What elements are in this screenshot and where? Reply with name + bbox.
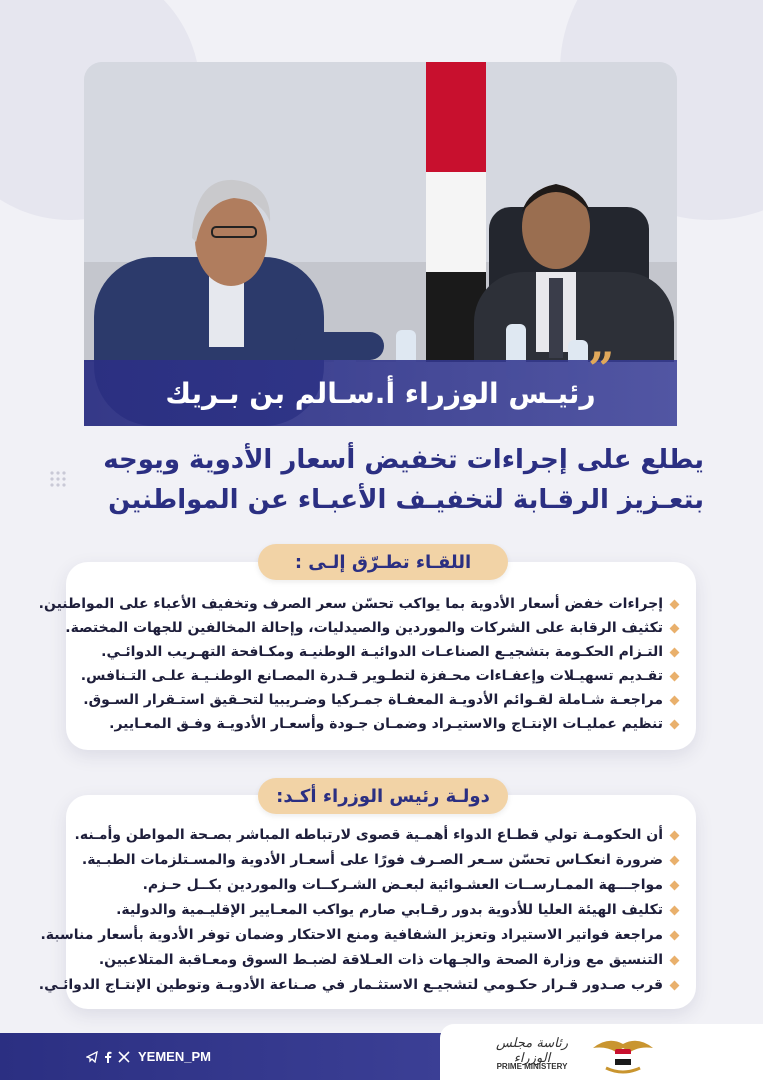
list-item: مواجـــهة الممـارســات العشـوائية لبعـض الشـركــات والموردين بكــل حـزم. [143, 871, 678, 900]
list-item: مراجعـة شـاملة لقـوائم الأدويـة المعفـاة جمـركيا وضـريبيا لتحـقيق استـقرار السـوق. [83, 686, 678, 715]
ministry-arabic-logotype: رئاسة مجلس الوزراء [495, 1036, 569, 1066]
quote-mark-icon: ” [588, 342, 615, 396]
list-item: تكليف الهيئة العليا للأدوية بدور رقـابي صارم يواكب المعـايير الإقليـمية والدولية. [116, 896, 678, 925]
section-title-emphasis: دولـة رئيس الوزراء أكـد: [258, 778, 508, 814]
emphasis-card [38, 795, 696, 1009]
diamond-bullet-icon [670, 695, 680, 705]
diamond-bullet-icon [670, 623, 680, 633]
list-item: تقـديم تسهيـلات وإعفـاءات محـفزة لتطـوير قـدرة المصـانع الوطنـيـة علـى التـنافس. [81, 662, 678, 691]
list-item: ضرورة انعكـاس تحسّن سـعر الصـرف فورًا على أسعـار الأدوية والمسـتلزمات الطبـية. [82, 846, 678, 875]
diamond-bullet-icon [670, 955, 680, 965]
section-title-topics: اللقـاء تطـرّق إلـى : [258, 544, 508, 580]
x-icon[interactable] [118, 1051, 130, 1063]
list-item: تكثيف الرقابة على الشركات والموردين والصيدليات، وإحالة المخالفين للجهات المختصة. [65, 614, 678, 643]
headline-line-1: يطلع على إجراءات تخفيض أسعار الأدوية ويوجه [103, 445, 704, 475]
diamond-bullet-icon [670, 930, 680, 940]
social-handle[interactable]: YEMEN_PM [138, 1049, 211, 1064]
yemen-emblem-icon [588, 1034, 658, 1076]
diamond-bullet-icon [670, 671, 680, 681]
list-item: قرب صـدور قـرار حكـومي لتشجيـع الاستثـمار في صـناعة الأدويـة وتوطين الإنتـاج الدوائـي. [39, 971, 678, 1000]
prime-minister-name: رئيـس الوزراء أ.سـالم بن بـريك [165, 376, 596, 410]
list-item: التنسيق مع وزارة الصحة والجـهات ذات العـلاقة لضبـط السوق ومعـاقبة المتلاعبين. [99, 946, 678, 975]
list-item: إجراءات خفض أسعار الأدوية بما يواكب تحسّن سعر الصرف وتخفيف الأعباء على المواطنين. [39, 590, 678, 619]
diamond-bullet-icon [670, 980, 680, 990]
telegram-icon[interactable] [86, 1051, 98, 1063]
facebook-icon[interactable] [103, 1051, 113, 1063]
list-item: مراجعة فواتير الاستيراد وتعزيز الشفافية ومنع الاحتكار وضمان توفر الأدوية بأسعار مناسبة. [40, 921, 678, 950]
dots-decoration-icon [49, 470, 71, 492]
diamond-bullet-icon [670, 830, 680, 840]
diamond-bullet-icon [670, 855, 680, 865]
diamond-bullet-icon [670, 599, 680, 609]
headline-line-2: بتعـزيز الرقـابة لتخفيـف الأعبـاء عن المواطنين [108, 485, 704, 515]
diamond-bullet-icon [670, 647, 680, 657]
list-item: أن الحكومـة تولي قطـاع الدواء أهمـية قصوى لارتباطه المباشر بصـحة المواطن وأمـنه. [75, 821, 678, 850]
diamond-bullet-icon [670, 880, 680, 890]
headline [60, 440, 704, 520]
topics-card [38, 562, 696, 750]
social-links [86, 1051, 130, 1063]
list-item: تنظيم عمليـات الإنتـاج والاستيـراد وضمـان جـودة وأسعـار الأدويـة وفـق المعـايير. [109, 710, 678, 739]
list-item: التـزام الحكـومة بتشجيـع الصناعـات الدوائيـة الوطنيـة ومكـافحة التهـريب الدوائـي. [101, 638, 678, 667]
diamond-bullet-icon [670, 719, 680, 729]
footer-social [0, 1033, 440, 1080]
diamond-bullet-icon [670, 905, 680, 915]
ministry-english-label: PRIME MINISTERY [496, 1062, 568, 1071]
